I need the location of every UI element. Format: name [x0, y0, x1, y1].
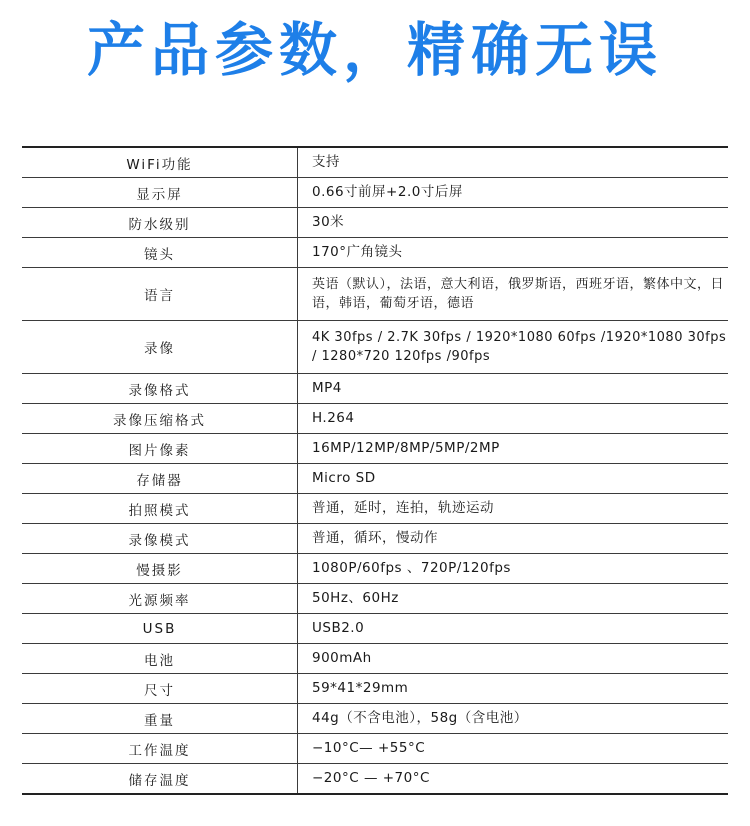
- spec-label: 工作温度: [22, 734, 298, 764]
- spec-value: 44g（不含电池），58g（含电池）: [298, 704, 729, 734]
- spec-label: 慢摄影: [22, 554, 298, 584]
- spec-value: 支持: [298, 147, 729, 178]
- spec-label: 镜头: [22, 238, 298, 268]
- spec-label: USB: [22, 614, 298, 644]
- spec-value: 50Hz、60Hz: [298, 584, 729, 614]
- spec-row-battery: [22, 644, 728, 674]
- spec-value: 16MP/12MP/8MP/5MP/2MP: [298, 434, 729, 464]
- page-headline: 产品参数，精确无误: [86, 16, 663, 84]
- spec-value: 30米: [298, 208, 729, 238]
- spec-label: 尺寸: [22, 674, 298, 704]
- spec-value: H.264: [298, 404, 729, 434]
- spec-value: 英语（默认），法语，意大利语，俄罗斯语，西班牙语，繁体中文，日语，韩语，葡萄牙语，德语: [298, 268, 729, 321]
- spec-label: 录像: [22, 321, 298, 374]
- spec-row-video-mode: [22, 524, 728, 554]
- spec-label: 存储器: [22, 464, 298, 494]
- spec-value: 900mAh: [298, 644, 729, 674]
- spec-row-video: [22, 321, 728, 374]
- spec-label: 电池: [22, 644, 298, 674]
- spec-value: 普通，循环，慢动作: [298, 524, 729, 554]
- spec-label: 录像压缩格式: [22, 404, 298, 434]
- spec-value: 0.66寸前屏+2.0寸后屏: [298, 178, 729, 208]
- spec-value: −10°C— +55°C: [298, 734, 729, 764]
- spec-row-photo-mode: [22, 494, 728, 524]
- spec-value: 普通，延时，连拍，轨迹运动: [298, 494, 729, 524]
- spec-value: Micro SD: [298, 464, 729, 494]
- spec-label: 拍照模式: [22, 494, 298, 524]
- spec-row-lens: [22, 238, 728, 268]
- spec-label: 光源频率: [22, 584, 298, 614]
- spec-row-weight: [22, 704, 728, 734]
- spec-value: 59*41*29mm: [298, 674, 729, 704]
- spec-label: 录像格式: [22, 374, 298, 404]
- spec-row-video-format: [22, 374, 728, 404]
- spec-row-display: [22, 178, 728, 208]
- spec-value: −20°C — +70°C: [298, 764, 729, 795]
- spec-row-light-frequency: [22, 584, 728, 614]
- spec-value: USB2.0: [298, 614, 729, 644]
- spec-row-wifi: [22, 147, 728, 178]
- spec-label: 重量: [22, 704, 298, 734]
- spec-value: 4K 30fps / 2.7K 30fps / 1920*1080 60fps /1920*1080 30fps / 1280*720 120fps /90fps: [298, 321, 729, 374]
- spec-label: 语言: [22, 268, 298, 321]
- spec-label: WiFi功能: [22, 147, 298, 178]
- spec-row-operating-temp: [22, 734, 728, 764]
- spec-label: 防水级别: [22, 208, 298, 238]
- spec-row-storage-temp: [22, 764, 728, 795]
- spec-label: 录像模式: [22, 524, 298, 554]
- spec-value: 1080P/60fps 、720P/120fps: [298, 554, 729, 584]
- spec-row-slow-motion: [22, 554, 728, 584]
- spec-row-usb: [22, 614, 728, 644]
- spec-row-language: [22, 268, 728, 321]
- spec-row-compression: [22, 404, 728, 434]
- spec-row-storage: [22, 464, 728, 494]
- spec-row-waterproof: [22, 208, 728, 238]
- spec-table: [22, 146, 728, 795]
- spec-row-photo-pixels: [22, 434, 728, 464]
- spec-label: 图片像素: [22, 434, 298, 464]
- spec-label: 显示屏: [22, 178, 298, 208]
- spec-label: 储存温度: [22, 764, 298, 795]
- spec-value: 170°广角镜头: [298, 238, 729, 268]
- spec-value: MP4: [298, 374, 729, 404]
- spec-row-size: [22, 674, 728, 704]
